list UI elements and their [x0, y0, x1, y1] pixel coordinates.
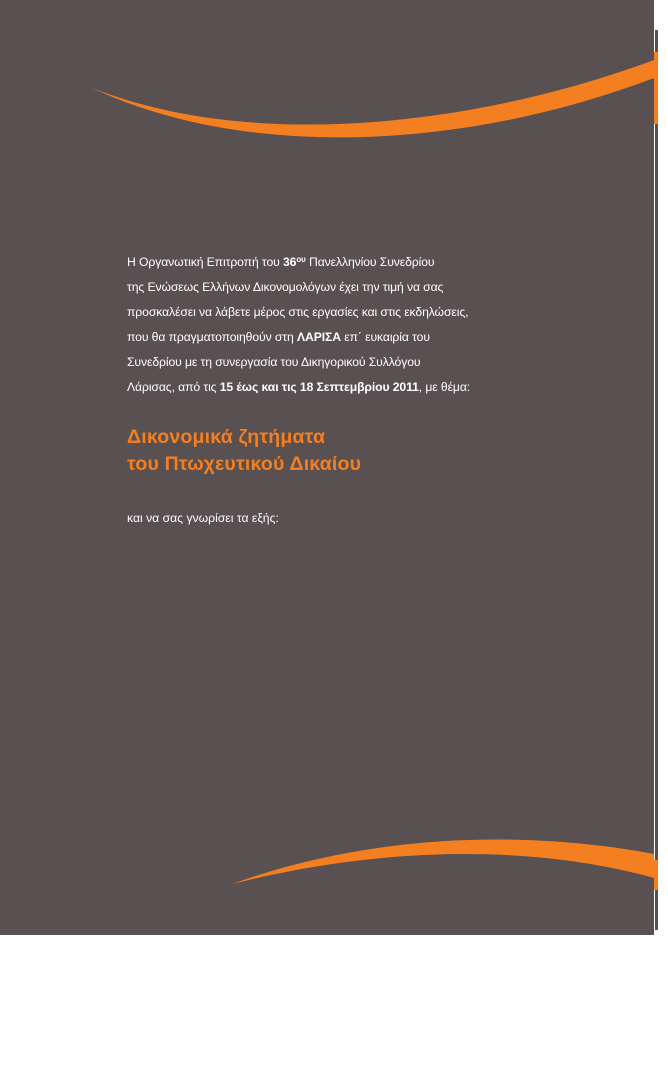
title-line-2: του Πτωχευτικού Δικαίου [127, 453, 362, 475]
top-swoosh-shape [92, 60, 654, 137]
invitation-text [127, 250, 547, 400]
bottom-orange-swoosh [0, 820, 654, 935]
ordinal-suffix: ου [296, 255, 306, 264]
congress-number: 36 [283, 255, 297, 269]
closing-text: και να σας γνωρίσει τα εξής: [127, 511, 279, 525]
congress-dates: 15 έως και τις 18 Σεπτεμβρίου 2011 [219, 380, 419, 394]
top-orange-swoosh [0, 50, 654, 190]
intro-line-3: προσκαλέσει να λάβετε μέρος στις εργασίες και στις εκδηλώσεις, [127, 305, 469, 319]
intro-line-6: Λάρισας, από τις 15 έως και τις 18 Σεπτεμβρίου 2011, με θέμα: [127, 380, 471, 394]
congress-theme-title [127, 424, 361, 478]
city-name: ΛΑΡΙΣΑ [296, 330, 341, 344]
edge-tick-bottom [654, 860, 658, 890]
intro-line-5: Συνεδρίου με τη συνεργασία του Δικηγορικού Συλλόγου [127, 355, 421, 369]
edge-strip [655, 30, 658, 930]
intro-line-1: Η Οργανωτική Επιτροπή του $36^{o\upsilon}$ Πανελληνίου Συνεδρίου [127, 255, 435, 269]
intro-line-4: που θα πραγματοποιηθούν στη ΛΑΡΙΣΑ επ΄ ευκαιρία του [127, 330, 430, 344]
bottom-swoosh-shape [232, 840, 654, 884]
page-edge [654, 0, 668, 935]
intro-line-2: της Ενώσεως Ελλήνων Δικονομολόγων έχει την τιμή να σας [127, 280, 444, 294]
title-line-1: Δικονομικά ζητήματα [127, 426, 326, 448]
edge-tick-top [654, 52, 658, 124]
